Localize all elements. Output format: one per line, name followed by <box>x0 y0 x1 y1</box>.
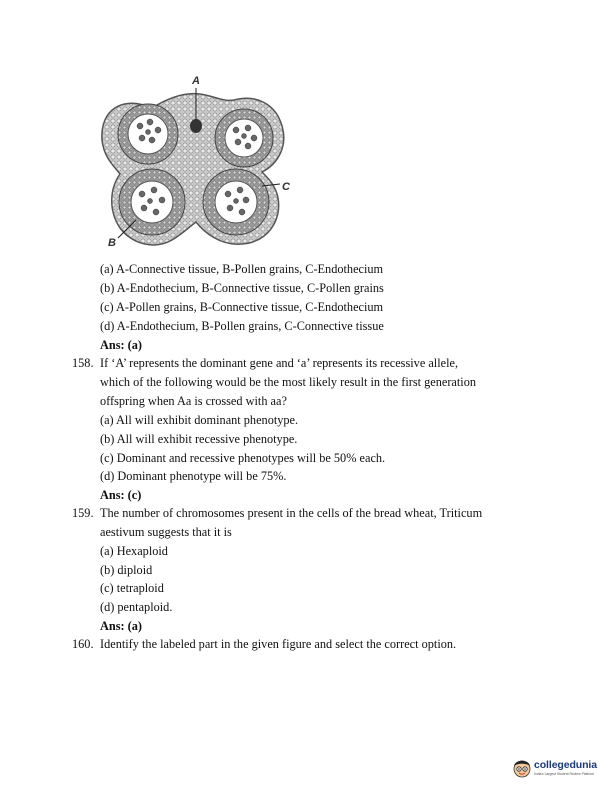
anther-cross-section-figure <box>92 70 312 255</box>
q158-option-c: (c) Dominant and recessive phenotypes will be 50% each. <box>100 451 386 465</box>
q158-option-b: (b) All will exhibit recessive phenotype. <box>100 432 298 446</box>
q157-answer: Ans: (a) <box>100 338 143 352</box>
q158-question-line-2: which of the following would be the most likely result in the first generation <box>100 375 477 389</box>
q159-option-b: (b) diploid <box>100 563 153 577</box>
q158-option-d: (d) Dominant phenotype will be 75%. <box>100 469 287 483</box>
q157-option-b: (b) A-Endothecium, B-Connective tissue, C-Pollen grains <box>100 281 384 295</box>
q159-option-a: (a) Hexaploid <box>100 544 168 558</box>
q158-question-line-1: If ‘A’ represents the dominant gene and ‘a’ represents its recessive allele, <box>100 356 459 370</box>
q157-option-d: (d) A-Endothecium, B-Pollen grains, C-Connective tissue <box>100 319 384 333</box>
logo-name: collegedunia <box>534 759 597 771</box>
q159-question-line-1: The number of chromosomes present in the cells of the bread wheat, Triticum <box>100 506 483 520</box>
q159-question-line-2: aestivum suggests that it is <box>100 525 232 539</box>
q159-option-d: (d) pentaploid. <box>100 600 173 614</box>
anther-diagram <box>92 70 312 255</box>
q159-number: 159. <box>72 506 94 520</box>
q157-option-c: (c) A-Pollen grains, B-Connective tissue, C-Endothecium <box>100 300 384 314</box>
q159-answer: Ans: (a) <box>100 619 143 633</box>
label-b: B <box>108 237 116 249</box>
label-a: A <box>192 75 200 87</box>
q158-question-line-3: offspring when Aa is crossed with aa? <box>100 394 287 408</box>
q159-option-c: (c) tetraploid <box>100 581 164 595</box>
student-mascot-icon <box>512 757 532 779</box>
q158-answer: Ans: (c) <box>100 488 142 502</box>
collegedunia-logo <box>512 757 608 783</box>
label-c: C <box>282 181 290 193</box>
logo-tagline: India's Largest Student Review Platform <box>534 772 595 776</box>
q157-option-a: (a) A-Connective tissue, B-Pollen grains, C-Endothecium <box>100 262 384 276</box>
q158-option-a: (a) All will exhibit dominant phenotype. <box>100 413 299 427</box>
q158-number: 158. <box>72 356 94 370</box>
q160-question-line-1: Identify the labeled part in the given figure and select the correct option. <box>100 637 457 651</box>
q160-number: 160. <box>72 637 94 651</box>
connective-vascular-bundle <box>190 119 202 133</box>
